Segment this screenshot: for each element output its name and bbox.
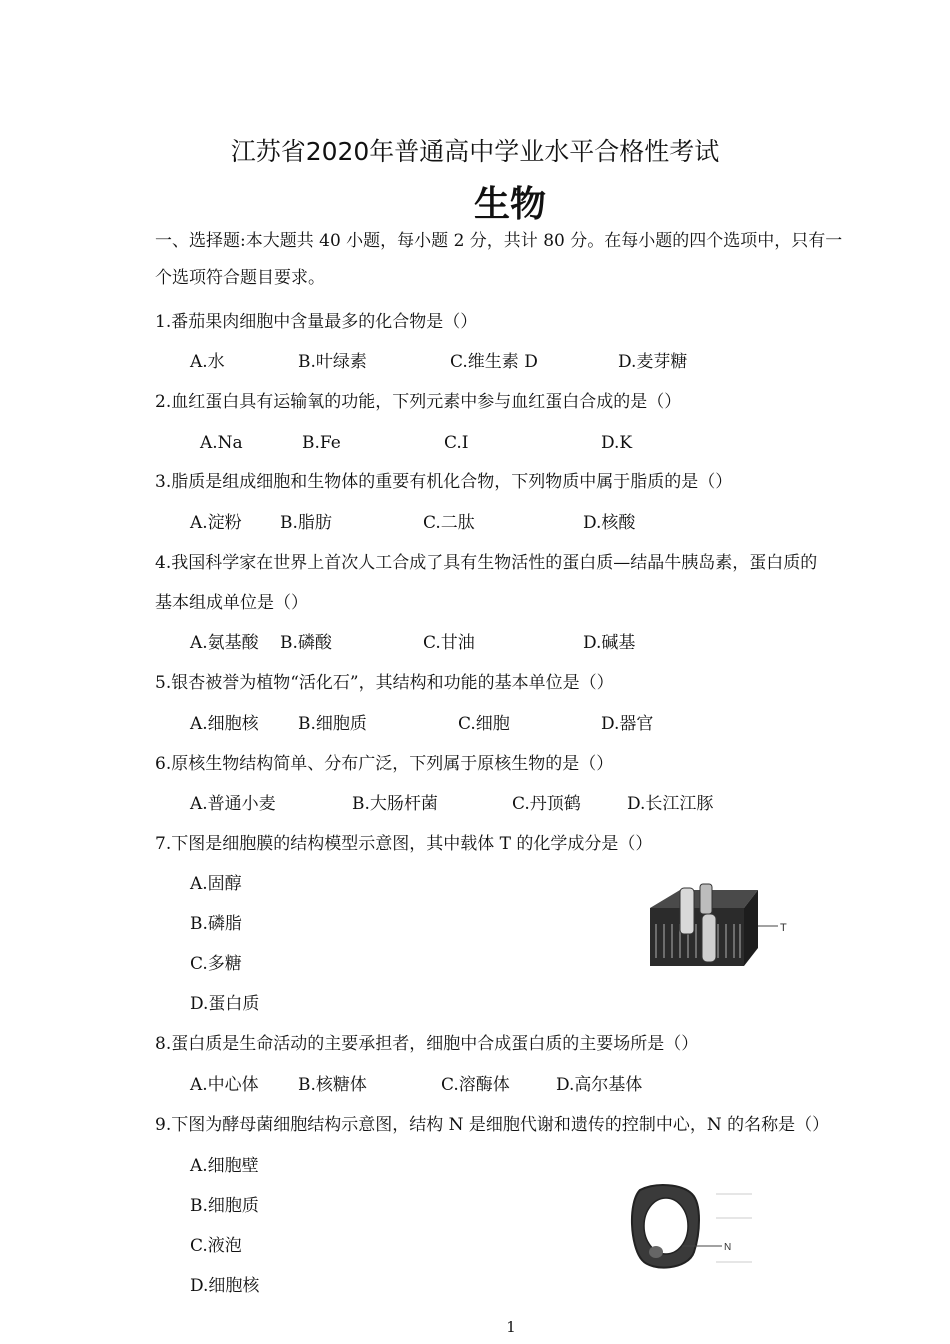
question-7-option-c: C.多糖 xyxy=(190,954,242,974)
question-8-option-d: D.高尔基体 xyxy=(556,1075,643,1095)
question-6-option-a: A.普通小麦 xyxy=(190,794,276,814)
question-1-option-d: D.麦芽糖 xyxy=(618,352,688,372)
question-1-option-c: C.维生素 D xyxy=(450,352,538,372)
question-7-option-a: A.固醇 xyxy=(190,874,242,894)
question-4-stem-continued: 基本组成单位是（） xyxy=(155,593,308,613)
question-9-option-b: B.细胞质 xyxy=(190,1196,259,1216)
question-3-option-c: C.二肽 xyxy=(423,513,475,533)
question-3-stem: 3.脂质是组成细胞和生物体的重要有机化合物，下列物质中属于脂质的是（） xyxy=(155,472,733,492)
section-instructions-line-2: 个选项符合题目要求。 xyxy=(155,268,325,288)
question-5-option-c: C.细胞 xyxy=(458,714,510,734)
question-5-option-a: A.细胞核 xyxy=(190,714,259,734)
question-9-option-c: C.液泡 xyxy=(190,1236,242,1256)
question-2-option-a: A.Na xyxy=(200,433,243,453)
membrane-protein-left xyxy=(680,888,694,934)
question-2-option-b: B.Fe xyxy=(302,433,341,453)
page-number: 1 xyxy=(506,1318,516,1336)
question-8-option-b: B.核糖体 xyxy=(298,1075,367,1095)
question-3-option-b: B.脂肪 xyxy=(280,513,332,533)
question-2-stem: 2.血红蛋白具有运输氧的功能，下列元素中参与血红蛋白合成的是（） xyxy=(155,392,682,412)
section-instructions-line-1: 一、选择题:本大题共 40 小题，每小题 2 分，共计 80 分。在每小题的四个选项中，只有一 xyxy=(155,231,843,251)
figure-label-t: T xyxy=(780,922,787,934)
faint-labels xyxy=(716,1194,752,1262)
exam-title: 江苏省2020年普通高中学业水平合格性考试 xyxy=(230,137,720,166)
question-8-stem: 8.蛋白质是生命活动的主要承担者，细胞中合成蛋白质的主要场所是（） xyxy=(155,1034,699,1054)
question-9-stem: 9.下图为酵母菌细胞结构示意图，结构 N 是细胞代谢和遗传的控制中心，N 的名称是（） xyxy=(155,1115,830,1135)
question-8-option-c: C.溶酶体 xyxy=(441,1075,510,1095)
yeast-vacuole xyxy=(644,1198,688,1254)
question-2-option-c: C.I xyxy=(444,433,469,453)
question-7-option-b: B.磷脂 xyxy=(190,914,242,934)
question-5-option-d: D.器官 xyxy=(601,714,654,734)
carrier-protein-t xyxy=(702,914,716,962)
question-9-option-a: A.细胞壁 xyxy=(190,1156,259,1176)
cell-membrane-model-figure xyxy=(640,878,800,978)
question-4-option-d: D.碱基 xyxy=(583,633,636,653)
yeast-nucleus xyxy=(649,1246,663,1258)
question-2-option-d: D.K xyxy=(601,433,633,453)
question-4-option-b: B.磷酸 xyxy=(280,633,332,653)
question-1-option-a: A.水 xyxy=(190,352,225,372)
question-6-option-d: D.长江江豚 xyxy=(627,794,714,814)
question-3-option-a: A.淀粉 xyxy=(190,513,242,533)
question-1-stem: 1.番茄果肉细胞中含量最多的化合物是（） xyxy=(155,312,478,332)
question-6-option-b: B.大肠杆菌 xyxy=(352,794,438,814)
question-5-stem: 5.银杏被誉为植物“活化石”，其结构和功能的基本单位是（） xyxy=(155,673,614,693)
question-1-option-b: B.叶绿素 xyxy=(298,352,367,372)
question-4-option-a: A.氨基酸 xyxy=(190,633,259,653)
question-6-option-c: C.丹顶鹤 xyxy=(512,794,581,814)
question-9-option-d: D.细胞核 xyxy=(190,1276,260,1296)
question-7-stem: 7.下图是细胞膜的结构模型示意图，其中载体 T 的化学成分是（） xyxy=(155,834,653,854)
yeast-cell-figure xyxy=(626,1180,766,1276)
question-5-option-b: B.细胞质 xyxy=(298,714,367,734)
question-8-option-a: A.中心体 xyxy=(190,1075,259,1095)
question-4-stem: 4.我国科学家在世界上首次人工合成了具有生物活性的蛋白质—结晶牛胰岛素，蛋白质的 xyxy=(155,553,818,573)
question-7-option-d: D.蛋白质 xyxy=(190,994,260,1014)
question-4-option-c: C.甘油 xyxy=(423,633,475,653)
question-3-option-d: D.核酸 xyxy=(583,513,636,533)
glycoprotein-chain xyxy=(700,884,712,914)
figure-label-n: N xyxy=(724,1242,732,1253)
subject-title: 生物 xyxy=(473,184,546,225)
question-6-stem: 6.原核生物结构简单、分布广泛，下列属于原核生物的是（） xyxy=(155,754,614,774)
